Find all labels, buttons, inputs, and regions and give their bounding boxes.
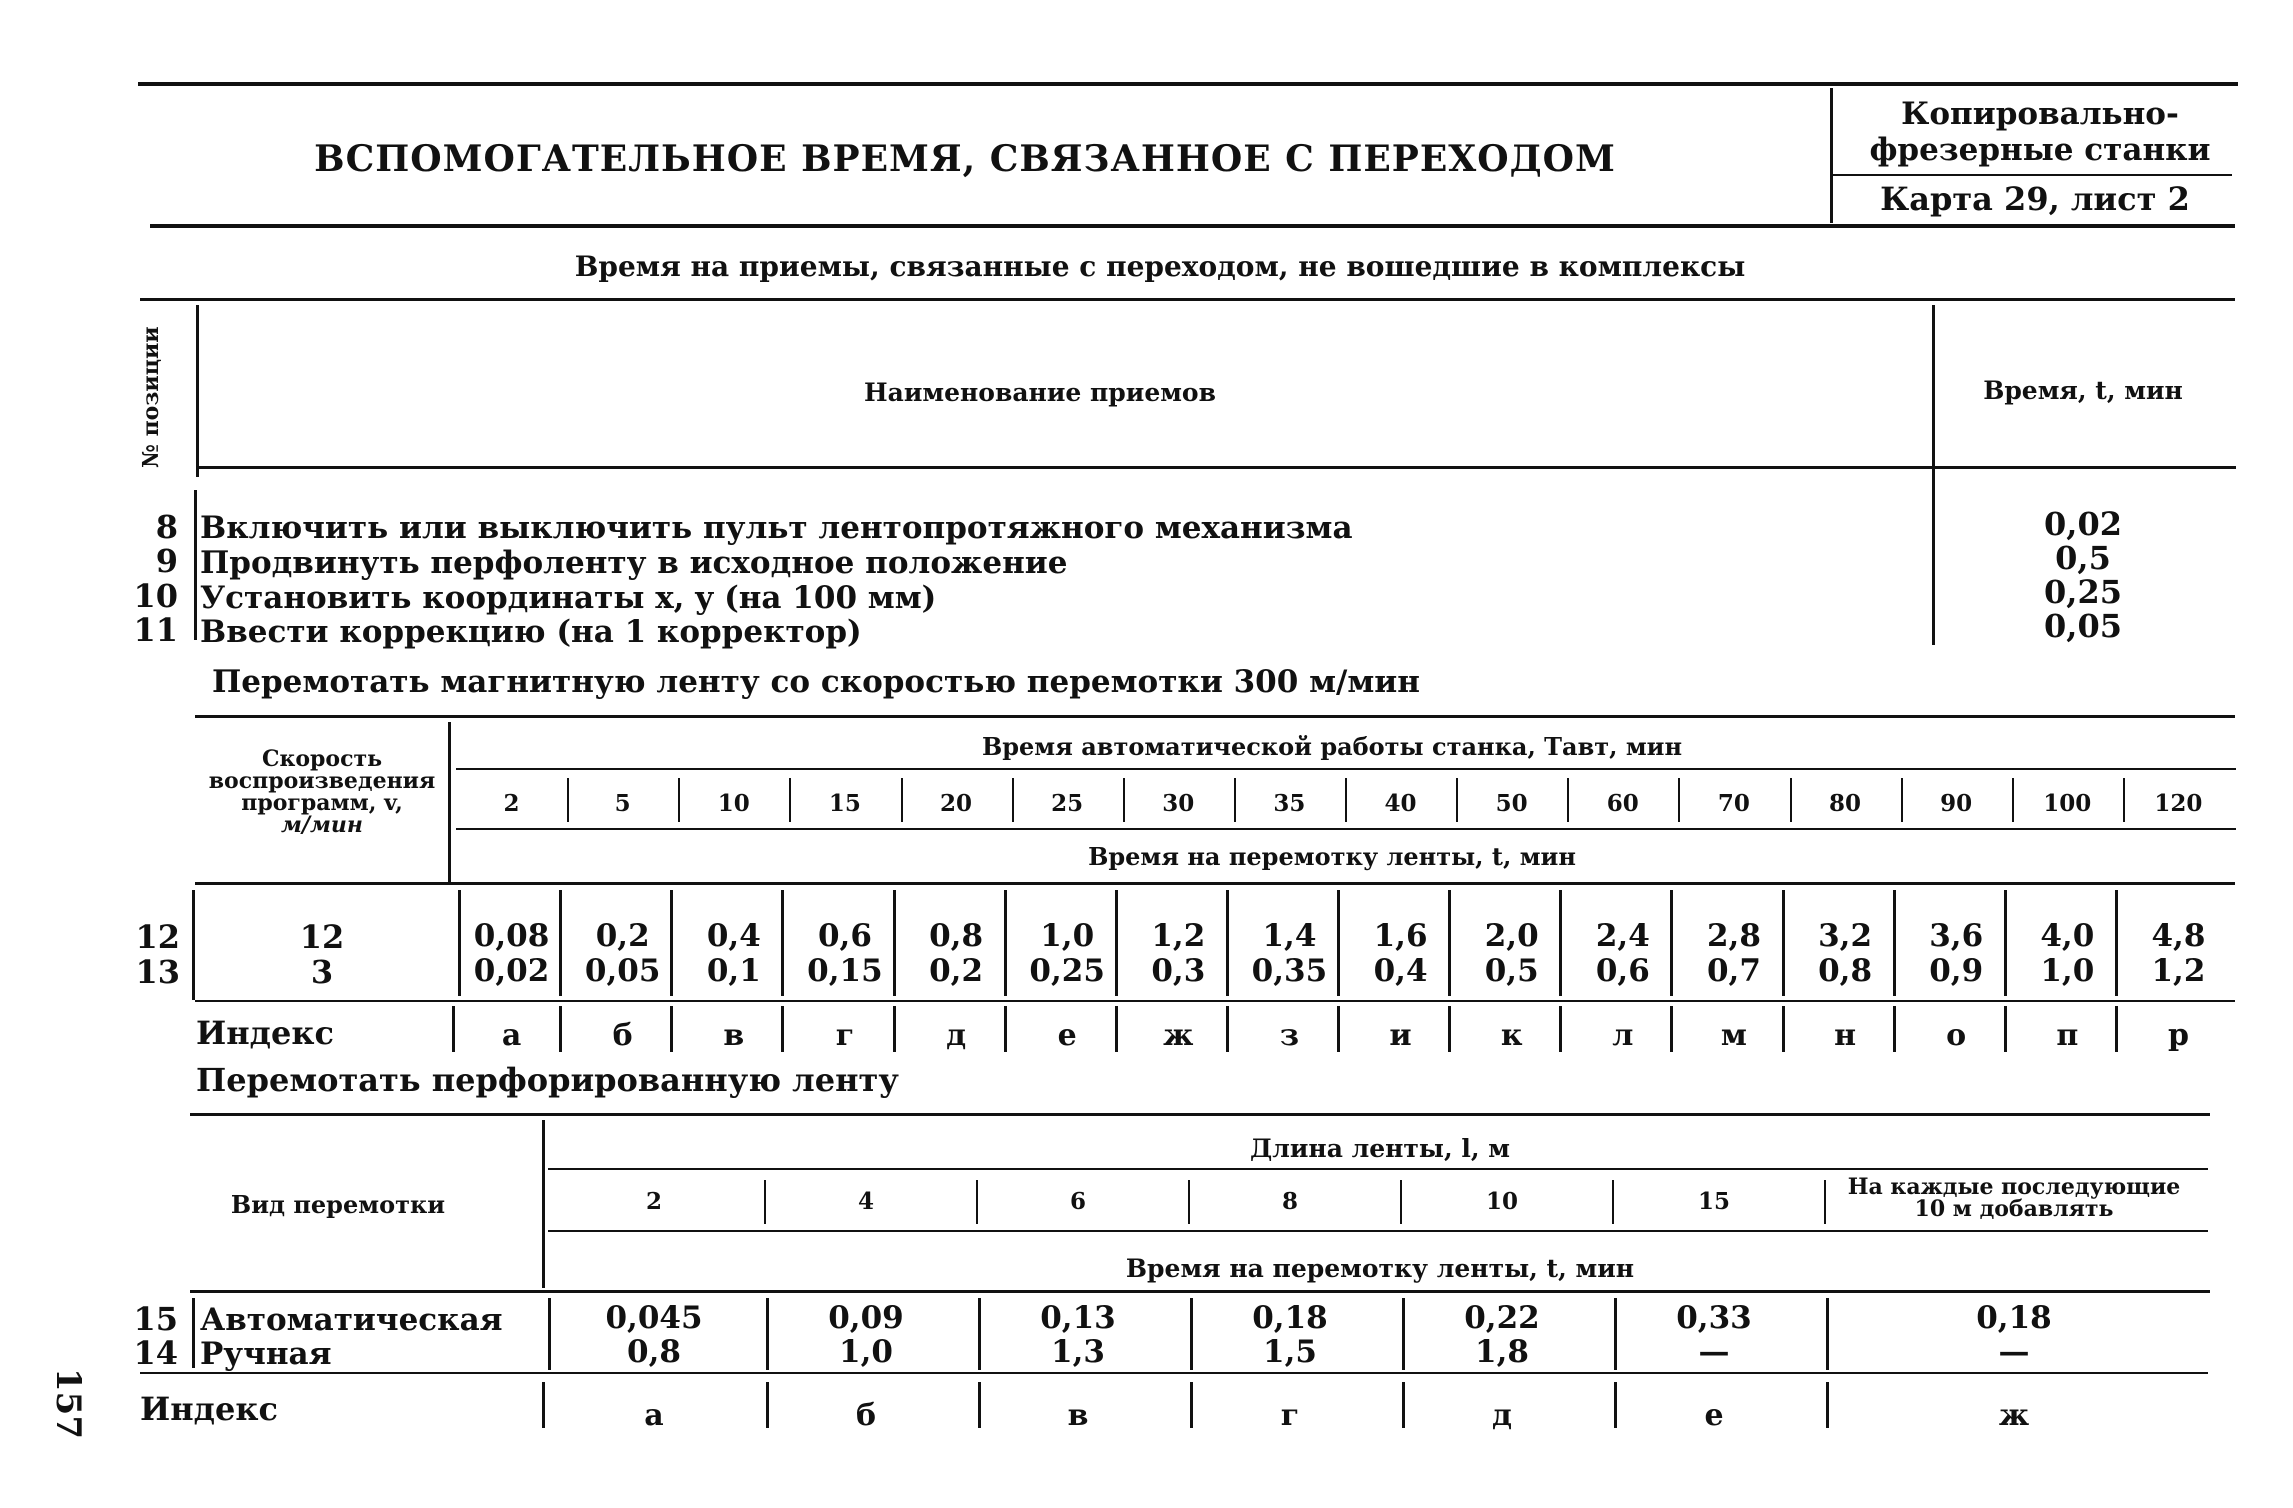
column-header: 5 [614, 790, 631, 817]
section3-title: Перемотать перфорированную ленту [196, 1061, 899, 1099]
rewind-time-value: 0,4 [1373, 953, 1428, 989]
page-title: ВСПОМОГАТЕЛЬНОЕ ВРЕМЯ, СВЯЗАННОЕ С ПЕРЕХОДОМ [314, 138, 1616, 180]
rewind-time-value: 4,8 [2151, 918, 2206, 954]
header-card-rule [1832, 174, 2232, 176]
index-letter: е [1704, 1398, 1724, 1433]
rewind-time-value: 0,2 [929, 953, 984, 989]
column-divider [559, 1006, 562, 1052]
index-letter: з [1279, 1018, 1300, 1053]
column-divider [670, 890, 673, 996]
section3-pos-divider [192, 1298, 195, 1368]
column-header: 35 [1273, 790, 1306, 817]
column-header: 2 [503, 790, 520, 817]
section3-type-divider [542, 1120, 545, 1288]
column-divider [1190, 1382, 1193, 1428]
column-divider [893, 890, 896, 996]
section1-header-rule [196, 466, 2236, 469]
rewind-time-value: 1,4 [1262, 918, 1317, 954]
rewind-time-value: 1,0 [1040, 918, 1095, 954]
speed-value: 3 [310, 953, 334, 991]
rewind-time-value: 1,5 [1263, 1334, 1317, 1370]
index-letter: б [612, 1018, 633, 1053]
section2-bottom-rule [195, 1000, 2235, 1002]
rewind-time-value: 0,2 [595, 918, 650, 954]
column-divider [548, 1298, 551, 1370]
rewind-time-value: 0,5 [1484, 953, 1539, 989]
column-divider [1456, 778, 1458, 822]
index-letter: д [1492, 1398, 1512, 1433]
rewind-time-value: 0,15 [807, 953, 883, 989]
column-divider [1614, 1382, 1617, 1428]
column-header: 30 [1162, 790, 1195, 817]
section2-top-rule [195, 715, 2235, 718]
rewind-time-value: 0,6 [817, 918, 872, 954]
index-letter: в [723, 1018, 745, 1053]
column-divider [2012, 778, 2014, 822]
index-letter: л [1612, 1018, 1634, 1053]
column-divider [678, 778, 680, 822]
column-divider [1345, 778, 1347, 822]
rewind-time-value: 0,13 [1040, 1300, 1116, 1336]
column-divider [1901, 778, 1903, 822]
rewind-time-value: 0,02 [473, 953, 550, 989]
rewind-time-value: 0,18 [1252, 1300, 1328, 1336]
rewind-time-value: 1,2 [1151, 918, 1206, 954]
column-divider [458, 890, 461, 996]
rewind-time-value: — [1698, 1334, 1730, 1370]
column-divider [1614, 1298, 1617, 1370]
rewind-time-value: 0,8 [627, 1334, 681, 1370]
operation-time: 0,02 [2044, 505, 2122, 543]
column-divider [1448, 890, 1451, 996]
speed-value: 12 [299, 918, 345, 956]
row-position: 8 [155, 508, 178, 546]
column-divider [781, 890, 784, 996]
column-divider [1567, 778, 1569, 822]
column-header: 70 [1717, 790, 1750, 817]
section1-title: Время на приемы, связанные с переходом, не вошедшие в комплексы [574, 250, 1746, 283]
column-divider [1400, 1180, 1402, 1224]
column-divider [1612, 1180, 1614, 1224]
time-column-header: Время, t, мин [1983, 376, 2183, 405]
operation-name: Установить координаты x, y (на 100 мм) [200, 580, 937, 616]
position-column-header: № позиции [138, 326, 164, 468]
column-divider [542, 1382, 545, 1428]
rewind-time-value: 0,6 [1595, 953, 1650, 989]
operation-name: Включить или выключить пульт лентопротяжного механизма [200, 510, 1353, 546]
column-divider [1115, 890, 1118, 996]
column-divider [1790, 778, 1792, 822]
rewind-time-value: 1,3 [1051, 1334, 1105, 1370]
column-header: 20 [940, 790, 973, 817]
operation-name: Ввести коррекцию (на 1 корректор) [200, 614, 862, 650]
column-divider [781, 1006, 784, 1052]
row-position: 15 [133, 1300, 178, 1338]
column-divider [1234, 778, 1236, 822]
type-header: Вид перемотки [230, 1190, 446, 1219]
column-header: 25 [1051, 790, 1084, 817]
section1-pos-divider [196, 305, 199, 477]
index-letter: в [1067, 1398, 1089, 1433]
index-letter: п [2056, 1018, 2079, 1053]
column-divider [1826, 1382, 1829, 1428]
section2-index-label: Индекс [196, 1014, 334, 1052]
column-divider [1448, 1006, 1451, 1052]
rewind-time-value: 1,6 [1373, 918, 1428, 954]
index-letter: ж [1998, 1398, 2030, 1433]
column-divider [1123, 778, 1125, 822]
section2-speed-divider [448, 722, 451, 882]
index-letter: ж [1163, 1018, 1194, 1053]
index-letter: б [855, 1398, 877, 1433]
row-position: 12 [135, 918, 180, 956]
rewind-time-value: 0,08 [473, 918, 550, 954]
rewind-time-value: 0,22 [1464, 1300, 1540, 1336]
rewind-time-value: 0,3 [1151, 953, 1206, 989]
card-number: Карта 29, лист 2 [1880, 180, 2190, 218]
column-divider [559, 890, 562, 996]
section1-rows-divider [194, 490, 197, 640]
machine-type-line1: Копировально- [1901, 96, 2179, 132]
length-header: Длина ленты, l, м [1249, 1134, 1511, 1163]
column-divider [1670, 890, 1673, 996]
column-divider [1824, 1180, 1826, 1224]
speed-header: Скорость воспроизведения программ, v, м/мин [208, 746, 436, 838]
column-header-last: На каждые последующие [1847, 1174, 2181, 1200]
column-divider [1893, 1006, 1896, 1052]
column-divider [1004, 890, 1007, 996]
machine-type-line2: фрезерные станки [1869, 132, 2211, 168]
rewind-time-value: 0,4 [706, 918, 761, 954]
column-header: 120 [2154, 790, 2203, 817]
operation-time: 0,25 [2044, 573, 2122, 611]
rewind-type-name: Автоматическая [200, 1302, 503, 1338]
column-divider [1559, 1006, 1562, 1052]
section3-time-header: Время на перемотку ленты, t, мин [1125, 1254, 1635, 1283]
column-header: 4 [857, 1188, 875, 1215]
index-letter: а [644, 1398, 664, 1433]
index-letter: г [835, 1018, 855, 1053]
column-divider [893, 1006, 896, 1052]
column-header: 100 [2043, 790, 2092, 817]
column-header: 6 [1069, 1188, 1087, 1215]
column-divider [2115, 890, 2118, 996]
section1-top-rule [140, 298, 2235, 301]
rewind-time-value: 2,4 [1595, 918, 1650, 954]
section3-header-bottom-rule [190, 1290, 2210, 1293]
column-divider [2004, 1006, 2007, 1052]
column-divider [1670, 1006, 1673, 1052]
column-header: 15 [1697, 1188, 1731, 1215]
row-position: 9 [155, 542, 178, 580]
column-divider [2123, 778, 2125, 822]
column-divider [764, 1180, 766, 1224]
column-divider [1559, 890, 1562, 996]
column-divider [1115, 1006, 1118, 1052]
index-letter: г [1280, 1398, 1300, 1433]
column-header: 2 [645, 1188, 663, 1215]
column-divider [766, 1298, 769, 1370]
page-number: 157 [48, 1368, 88, 1439]
column-divider [1782, 1006, 1785, 1052]
auto-time-rule [456, 768, 2236, 770]
column-divider [1826, 1298, 1829, 1370]
rewind-time-value: 0,9 [1929, 953, 1984, 989]
column-header: 40 [1384, 790, 1417, 817]
column-divider [978, 1298, 981, 1370]
column-header: 10 [717, 790, 750, 817]
column-divider [1188, 1180, 1190, 1224]
length-rule [548, 1168, 2208, 1170]
column-divider [2004, 890, 2007, 996]
rewind-time-value: 0,8 [1818, 953, 1873, 989]
header-top-rule [138, 82, 2238, 86]
rewind-time-value: 1,2 [2151, 953, 2206, 989]
section3-index-label: Индекс [140, 1390, 278, 1428]
section3-columns-rule [548, 1230, 2208, 1232]
rewind-time-value: 3,6 [1929, 918, 1984, 954]
rewind-time-value: 1,0 [2040, 953, 2095, 989]
column-divider [1226, 890, 1229, 996]
header-divider [1830, 88, 1833, 223]
section1-time-divider [1932, 305, 1935, 645]
rewind-time-value: 1,0 [839, 1334, 893, 1370]
rewind-time-value: 0,09 [828, 1300, 904, 1336]
rewind-time-value: 0,8 [929, 918, 984, 954]
auto-time-header: Время автоматической работы станка, Tавт, мин [981, 732, 1683, 761]
column-divider [452, 1006, 455, 1052]
section2-pos-divider [192, 890, 195, 1000]
column-divider [789, 778, 791, 822]
column-header: 60 [1606, 790, 1639, 817]
columns-rule [456, 828, 2236, 830]
section2-title: Перемотать магнитную ленту со скоростью перемотки 300 м/мин [212, 664, 1420, 700]
rewind-time-value: 2,8 [1706, 918, 1761, 954]
column-divider [978, 1382, 981, 1428]
column-header: 80 [1829, 790, 1862, 817]
column-divider [670, 1006, 673, 1052]
column-header-last: 10 м добавлять [1914, 1196, 2114, 1222]
index-letter: е [1057, 1018, 1077, 1053]
section3-bottom-rule [140, 1372, 2208, 1374]
rewind-time-value: 0,045 [605, 1300, 703, 1336]
rewind-time-value: 4,0 [2040, 918, 2095, 954]
column-divider [1337, 890, 1340, 996]
column-divider [1004, 1006, 1007, 1052]
column-divider [1893, 890, 1896, 996]
rewind-time-value: 0,05 [584, 953, 661, 989]
index-letter: д [946, 1018, 967, 1053]
column-divider [766, 1382, 769, 1428]
column-header: 10 [1485, 1188, 1519, 1215]
column-divider [1782, 890, 1785, 996]
index-letter: к [1500, 1018, 1523, 1053]
section2-header-bottom-rule [195, 882, 2235, 885]
column-divider [1337, 1006, 1340, 1052]
column-divider [901, 778, 903, 822]
rewind-time-value: 0,18 [1976, 1300, 2052, 1336]
rewind-time-value: — [1998, 1334, 2030, 1370]
row-position: 11 [133, 611, 178, 649]
rewind-time-value: 2,0 [1484, 918, 1539, 954]
operation-time: 0,05 [2044, 607, 2122, 645]
column-divider [2115, 1006, 2118, 1052]
section3-top-rule [190, 1113, 2210, 1116]
index-letter: о [1946, 1018, 1967, 1053]
row-position: 13 [135, 953, 180, 991]
column-divider [1678, 778, 1680, 822]
rewind-time-value: 0,35 [1251, 953, 1328, 989]
column-header: 8 [1281, 1188, 1299, 1215]
name-column-header: Наименование приемов [864, 378, 1216, 407]
operation-time: 0,5 [2055, 539, 2111, 577]
rewind-time-value: 3,2 [1818, 918, 1873, 954]
column-divider [567, 778, 569, 822]
column-divider [976, 1180, 978, 1224]
row-position: 14 [133, 1334, 178, 1372]
index-letter: м [1720, 1018, 1747, 1053]
rewind-time-value: 0,1 [706, 953, 761, 989]
index-letter: р [2167, 1018, 2189, 1053]
rewind-type-name: Ручная [200, 1336, 332, 1372]
column-divider [1190, 1298, 1193, 1370]
column-divider [1402, 1382, 1405, 1428]
column-divider [1402, 1298, 1405, 1370]
column-divider [1226, 1006, 1229, 1052]
column-header: 90 [1940, 790, 1973, 817]
rewind-time-value: 0,33 [1676, 1300, 1752, 1336]
header-bottom-rule [150, 224, 2235, 228]
column-divider [1012, 778, 1014, 822]
rewind-time-value: 0,25 [1029, 953, 1105, 989]
rewind-time-value: 1,8 [1475, 1334, 1529, 1370]
row-position: 10 [133, 577, 178, 615]
index-letter: а [501, 1018, 522, 1053]
rewind-time-header: Время на перемотку ленты, t, мин [1088, 842, 1576, 871]
operation-name: Продвинуть перфоленту в исходное положение [200, 545, 1068, 581]
index-letter: и [1389, 1018, 1412, 1053]
index-letter: н [1834, 1018, 1857, 1053]
column-header: 50 [1495, 790, 1528, 817]
rewind-time-value: 0,7 [1706, 953, 1761, 989]
column-header: 15 [828, 790, 861, 817]
